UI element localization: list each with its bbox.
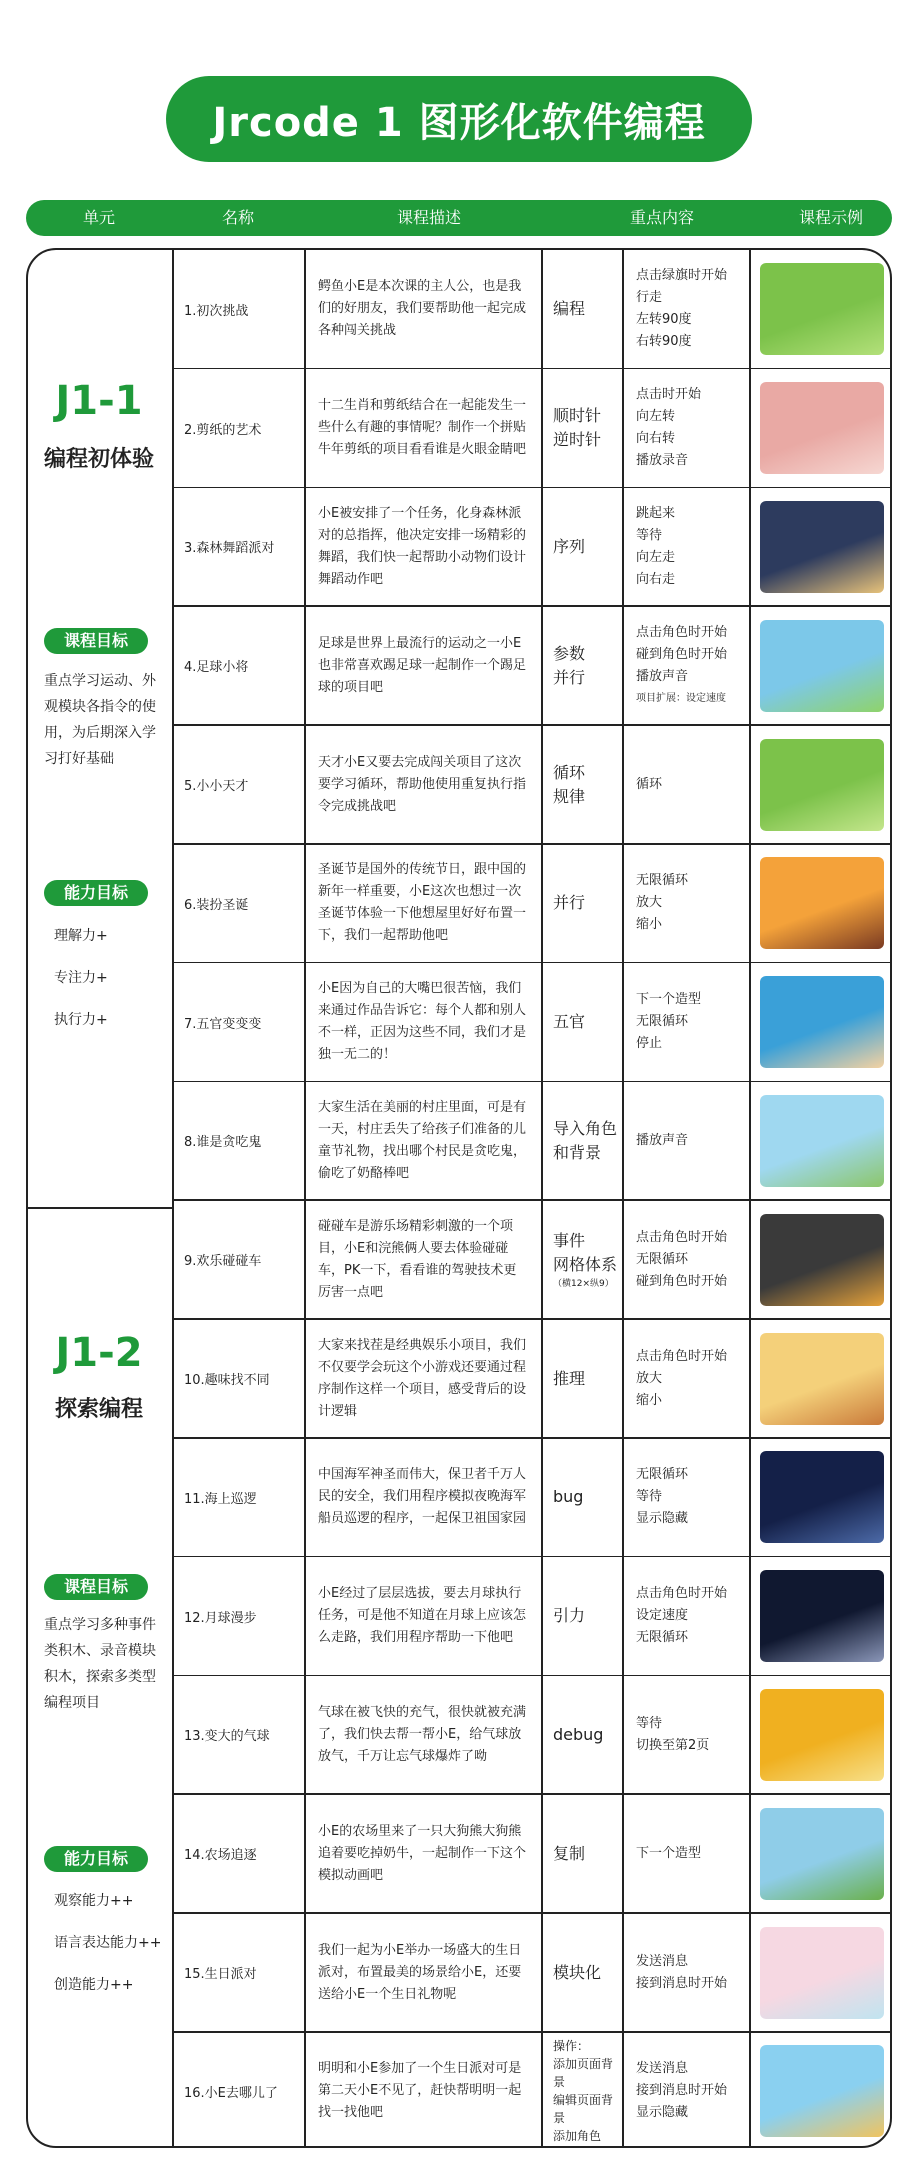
lesson-name: 14.农场追逐 — [184, 1848, 257, 1864]
lesson-example — [751, 250, 892, 369]
point-item: 播放声音 — [636, 1132, 689, 1148]
point-item: 显示隐藏 — [636, 1511, 689, 1527]
point-item: 接到消息时开始 — [636, 1975, 728, 1991]
example-thumbnail — [760, 1570, 884, 1662]
lesson-example — [751, 1676, 892, 1795]
lesson-points — [624, 1557, 749, 1676]
keyword-text: 编程 — [553, 299, 586, 319]
example-thumbnail — [760, 1689, 884, 1781]
lesson-points — [624, 250, 749, 369]
point-item: 左转90度 — [636, 312, 692, 328]
ability-item: 创造能力++ — [54, 1977, 134, 1993]
ability-goal-badge: 能力目标 — [44, 1846, 148, 1872]
ability-item: 语言表达能力++ — [54, 1935, 162, 1951]
point-item: 放大 — [636, 895, 663, 911]
example-thumbnail — [760, 857, 884, 949]
lesson-keyword — [543, 1913, 622, 2032]
point-item: 循环 — [636, 776, 663, 792]
example-thumbnail — [760, 501, 884, 593]
point-item: 右转90度 — [636, 334, 692, 350]
point-item: 放大 — [636, 1370, 663, 1386]
example-thumbnail — [760, 382, 884, 474]
lesson-keyword — [543, 1438, 622, 1557]
header-example: 课程示例 — [798, 208, 863, 227]
keyword-text: bug — [553, 1487, 584, 1507]
lesson-name: 5.小小天才 — [184, 779, 249, 795]
point-item: 点击角色时开始 — [636, 1229, 728, 1245]
example-thumbnail — [760, 1451, 884, 1543]
keyword-text: 事件 网格体系 — [553, 1230, 618, 1274]
lesson-example — [751, 844, 892, 963]
lesson-keyword — [543, 1557, 622, 1676]
point-item: 行走 — [636, 290, 663, 306]
lesson-desc: 小E的农场里来了一只大狗熊大狗熊追着要吃掉奶牛，一起制作一下这个模拟动画吧 — [318, 1823, 527, 1883]
keyword-note: （横12×纵9） — [553, 1278, 614, 1289]
unit-code: J1-2 — [55, 1330, 143, 1376]
header-unit: 单元 — [82, 208, 115, 227]
point-item: 向左走 — [636, 549, 676, 565]
lesson-example — [751, 2032, 892, 2151]
point-item: 缩小 — [636, 1392, 663, 1408]
lesson-keyword — [543, 488, 622, 607]
lesson-keyword — [543, 725, 622, 844]
lesson-desc: 碰碰车是游乐场精彩刺激的一个项目，小E和浣熊俩人要去体验碰碰车，PK一下，看看谁的驾驶技术更厉害一点吧 — [318, 1218, 517, 1300]
lesson-name: 9.欢乐碰碰车 — [184, 1254, 262, 1270]
keyword-text: 引力 — [553, 1606, 586, 1626]
keyword-text: 参数 并行 — [553, 643, 586, 687]
example-thumbnail — [760, 1808, 884, 1900]
lesson-keyword — [543, 1200, 622, 1319]
example-thumbnail — [760, 739, 884, 831]
lesson-name: 1.初次挑战 — [184, 303, 249, 319]
example-thumbnail — [760, 1333, 884, 1425]
point-item: 缩小 — [636, 917, 663, 933]
header-desc: 课程描述 — [396, 208, 461, 227]
lesson-points — [624, 1676, 749, 1795]
lesson-points — [624, 606, 749, 725]
lesson-desc: 小E被安排了一个任务，化身森林派对的总指挥，他决定安排一场精彩的舞蹈，我们快一起帮助小动物们设计舞蹈动作吧 — [318, 505, 527, 587]
lesson-name: 4.足球小将 — [184, 660, 249, 676]
ability-item: 理解力+ — [54, 928, 108, 944]
lesson-desc: 气球在被飞快的充气，很快就被充满了，我们快去帮一帮小E，给气球放放气，千万让忘气球爆炸了呦 — [318, 1704, 527, 1764]
page-title: Jrcode 1 图形化软件编程 — [166, 76, 752, 162]
lesson-keyword — [543, 1319, 622, 1438]
point-item: 向右走 — [636, 571, 676, 587]
lesson-desc: 天才小E又要去完成闯关项目了这次要学习循环，帮助他使用重复执行指令完成挑战吧 — [318, 754, 527, 814]
example-thumbnail — [760, 1214, 884, 1306]
lesson-keyword — [543, 2032, 622, 2151]
ability-item: 观察能力++ — [54, 1893, 134, 1909]
lesson-example — [751, 1557, 892, 1676]
course-goal-badge: 课程目标 — [44, 1574, 148, 1600]
point-item: 无限循环 — [636, 1251, 689, 1267]
lesson-points — [624, 1319, 749, 1438]
lesson-points — [624, 725, 749, 844]
lesson-name: 15.生日派对 — [184, 1967, 257, 1983]
table-header — [26, 200, 892, 236]
lesson-example — [751, 606, 892, 725]
point-item: 点击角色时开始 — [636, 1348, 728, 1364]
lesson-keyword — [543, 1082, 622, 1201]
example-thumbnail — [760, 1095, 884, 1187]
lesson-example — [751, 1794, 892, 1913]
keyword-text: debug — [553, 1724, 604, 1744]
lesson-name: 8.谁是贪吃鬼 — [184, 1135, 262, 1151]
lesson-example — [751, 1438, 892, 1557]
ability-item: 执行力+ — [54, 1012, 108, 1028]
example-thumbnail — [760, 620, 884, 712]
lesson-example — [751, 725, 892, 844]
lesson-keyword — [543, 963, 622, 1082]
lesson-points — [624, 488, 749, 607]
lesson-desc: 鳄鱼小E是本次课的主人公，也是我们的好朋友，我们要帮助他一起完成各种闯关挑战 — [318, 279, 527, 339]
lesson-desc: 小E因为自己的大嘴巴很苦恼，我们来通过作品告诉它：每个人都和别人不一样，正因为这些不同，我们才是独一无二的！ — [318, 981, 527, 1063]
point-item: 点击角色时开始 — [636, 1586, 728, 1602]
point-item: 无限循环 — [636, 873, 689, 889]
unit-divider — [26, 1207, 172, 1209]
lesson-keyword — [543, 1676, 622, 1795]
header-name: 名称 — [221, 208, 254, 227]
example-thumbnail — [760, 976, 884, 1068]
lesson-keyword — [543, 606, 622, 725]
lesson-example — [751, 369, 892, 488]
lesson-name: 6.装扮圣诞 — [184, 897, 249, 913]
lesson-keyword — [543, 1794, 622, 1913]
lesson-desc: 中国海军神圣而伟大，保卫者千万人民的安全，我们用程序模拟夜晚海军船员巡逻的程序，一起保卫祖国家园 — [318, 1467, 527, 1527]
point-item: 无限循环 — [636, 1630, 689, 1646]
point-item: 点击绿旗时开始 — [636, 268, 728, 284]
point-item: 等待 — [636, 527, 663, 543]
lesson-example — [751, 1200, 892, 1319]
lesson-keyword — [543, 369, 622, 488]
course-goal-text: 重点学习运动、外观模块各指令的使用，为后期深入学习打好基础 — [44, 673, 156, 767]
point-item: 向左转 — [636, 409, 676, 425]
lesson-name: 7.五官变变变 — [184, 1016, 262, 1032]
point-item: 等待 — [636, 1489, 663, 1505]
lesson-points — [624, 1438, 749, 1557]
point-item: 跳起来 — [636, 505, 676, 521]
keyword-text: 序列 — [553, 536, 586, 556]
point-item: 发送消息 — [636, 2061, 689, 2077]
point-item: 下一个造型 — [636, 992, 702, 1008]
lesson-points — [624, 963, 749, 1082]
point-item: 播放录音 — [636, 453, 689, 469]
lesson-name: 16.小E去哪儿了 — [184, 2085, 278, 2101]
lesson-desc: 小E经过了层层选拔，要去月球执行任务，可是他不知道在月球上应该怎么走路，我们用程序帮助一下他吧 — [318, 1586, 527, 1646]
lesson-example — [751, 1082, 892, 1201]
point-item: 向右转 — [636, 431, 676, 447]
point-item: 等待 — [636, 1715, 663, 1731]
lesson-desc: 足球是世界上最流行的运动之一小E也非常喜欢踢足球一起制作一个踢足球的项目吧 — [318, 635, 527, 695]
lesson-points — [624, 1913, 749, 2032]
lesson-points — [624, 1200, 749, 1319]
point-item: 无限循环 — [636, 1014, 689, 1030]
course-goal-text: 重点学习多种事件类积木、录音模块积木，探索多类型编程项目 — [44, 1617, 156, 1711]
lesson-points — [624, 1082, 749, 1201]
ability-item: 专注力+ — [54, 970, 108, 986]
lesson-desc: 圣诞节是国外的传统节日，跟中国的新年一样重要，小E这次也想过一次圣诞节体验一下他想屋里好好布置一下，我们一起帮助他吧 — [318, 862, 527, 944]
example-thumbnail — [760, 263, 884, 355]
lesson-points — [624, 369, 749, 488]
point-item: 点击角色时开始 — [636, 624, 728, 640]
lesson-example — [751, 1319, 892, 1438]
point-item: 点击时开始 — [636, 387, 702, 403]
keyword-text: 循环 规律 — [553, 762, 586, 806]
point-item: 碰到角色时开始 — [636, 646, 728, 662]
point-extra: 项目扩展：设定速度 — [636, 692, 726, 704]
keyword-text: 导入角色 和背景 — [553, 1118, 618, 1162]
point-item: 接到消息时开始 — [636, 2083, 728, 2099]
keyword-text: 复制 — [553, 1843, 586, 1863]
point-item: 显示隐藏 — [636, 2105, 689, 2121]
lesson-example — [751, 963, 892, 1082]
lesson-points — [624, 2032, 749, 2151]
lesson-desc: 十二生肖和剪纸结合在一起能发生一些什么有趣的事情呢？制作一个拼贴牛年剪纸的项目看看谁是火眼金睛吧 — [318, 398, 527, 458]
ability-goal-badge: 能力目标 — [44, 880, 148, 906]
lesson-desc: 明明和小E参加了一个生日派对可是第二天小E不见了，赶快帮明明一起找一找他吧 — [318, 2061, 522, 2121]
keyword-text: 操作： 添加页面背景 编辑页面背景 添加角色 — [553, 2039, 614, 2144]
point-item: 停止 — [636, 1036, 663, 1052]
lesson-desc: 大家生活在美丽的村庄里面，可是有一天，村庄丢失了给孩子们准备的儿童节礼物，找出哪个村民是贪吃鬼，偷吃了奶酪棒吧 — [318, 1099, 527, 1181]
course-goal-badge: 课程目标 — [44, 628, 148, 654]
point-item: 发送消息 — [636, 1953, 689, 1969]
keyword-text: 五官 — [553, 1012, 586, 1032]
lesson-name: 13.变大的气球 — [184, 1729, 270, 1745]
keyword-text: 推理 — [553, 1368, 586, 1388]
keyword-text: 顺时针 逆时针 — [553, 406, 602, 450]
lesson-name: 10.趣味找不同 — [184, 1373, 270, 1389]
lesson-points — [624, 844, 749, 963]
unit-code: J1-1 — [55, 378, 143, 424]
lesson-name: 2.剪纸的艺术 — [184, 422, 262, 438]
header-points: 重点内容 — [629, 208, 694, 227]
lesson-keyword — [543, 844, 622, 963]
lesson-desc: 大家来找茬是经典娱乐小项目，我们不仅要学会玩这个小游戏还要通过程序制作这样一个项目，感受背后的设计逻辑 — [318, 1337, 527, 1419]
point-item: 设定速度 — [636, 1608, 689, 1624]
lesson-points — [624, 1794, 749, 1913]
lesson-name: 3.森林舞蹈派对 — [184, 541, 275, 557]
keyword-text: 并行 — [553, 893, 586, 913]
unit-name: 探索编程 — [54, 1397, 143, 1422]
lesson-desc: 我们一起为小E举办一场盛大的生日派对，布置最美的场景给小E，还要送给小E一个生日礼物呢 — [318, 1942, 522, 2002]
point-item: 播放声音 — [636, 668, 689, 684]
example-thumbnail — [760, 2045, 884, 2137]
example-thumbnail — [760, 1927, 884, 2019]
point-item: 无限循环 — [636, 1467, 689, 1483]
lesson-keyword — [543, 250, 622, 369]
unit-name: 编程初体验 — [43, 447, 154, 472]
lesson-example — [751, 1913, 892, 2032]
point-item: 下一个造型 — [636, 1845, 702, 1861]
point-item: 切换至第2页 — [636, 1737, 710, 1753]
point-item: 碰到角色时开始 — [636, 1273, 728, 1289]
lesson-example — [751, 488, 892, 607]
lesson-name: 12.月球漫步 — [184, 1610, 257, 1626]
lesson-name: 11.海上巡逻 — [184, 1491, 257, 1507]
keyword-text: 模块化 — [553, 1962, 602, 1982]
